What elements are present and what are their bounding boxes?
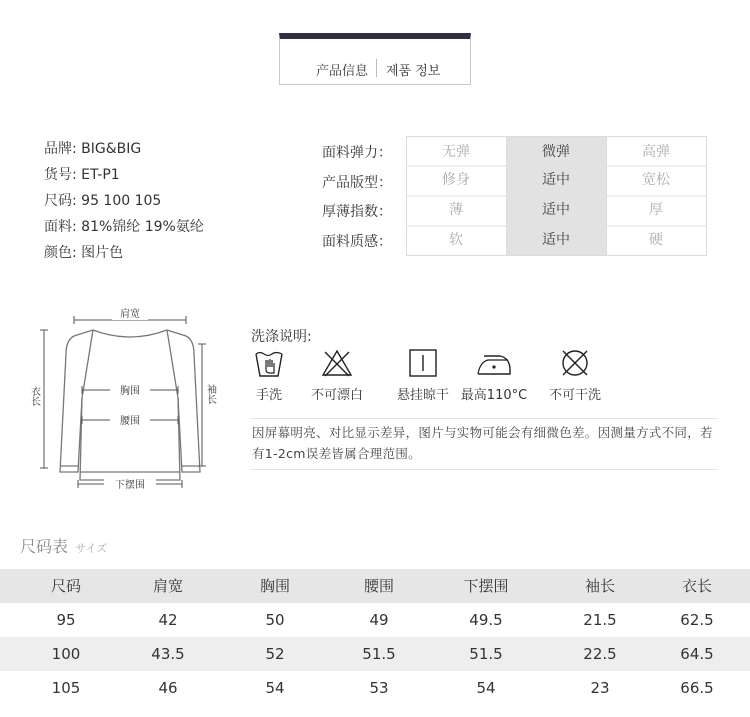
cell-size: 105 [51, 679, 81, 697]
fit-option-loose: 宽松 [642, 172, 670, 188]
wash-label-hand: 手洗 [255, 388, 282, 403]
col-chest: 胸围 [259, 577, 290, 595]
label-sleeve: 袖长 [204, 384, 216, 404]
size-table-subtitle: サイズ [75, 542, 108, 555]
col-hem: 下摆围 [463, 577, 509, 595]
cell-chest: 52 [265, 645, 285, 663]
thickness-option-medium: 适中 [542, 202, 570, 218]
col-shoulder: 肩宽 [152, 577, 183, 595]
thickness-option-thick: 厚 [649, 202, 663, 218]
label-shoulder: 肩宽 [120, 309, 140, 320]
wash-item-hand [249, 348, 289, 403]
header-divider [376, 59, 377, 77]
cell-shoulder: 42 [158, 611, 178, 629]
product-info [44, 136, 204, 266]
cell-waist: 53 [369, 679, 389, 697]
sweater-outline-icon [60, 330, 200, 480]
info-sizes: 尺码: 95 100 105 [44, 193, 162, 209]
property-label-fit: 产品版型： [322, 174, 392, 191]
texture-option-soft: 软 [449, 232, 463, 248]
col-length: 衣长 [681, 577, 712, 595]
cell-waist: 51.5 [362, 645, 396, 663]
wash-label-no-dry-clean: 不可干洗 [548, 388, 601, 403]
no-dry-clean-icon [559, 348, 591, 378]
cell-sleeve: 23 [590, 679, 610, 697]
texture-option-medium: 适中 [542, 232, 570, 248]
texture-option-hard: 硬 [649, 232, 663, 248]
cell-shoulder: 46 [158, 679, 178, 697]
iron-icon [474, 348, 514, 378]
cell-length: 64.5 [680, 645, 714, 663]
size-table [0, 569, 750, 705]
fit-option-regular: 适中 [542, 172, 570, 188]
table-row [0, 671, 750, 705]
cell-chest: 54 [265, 679, 285, 697]
size-table-header [0, 569, 750, 603]
cell-hem: 49.5 [469, 611, 503, 629]
cell-sleeve: 22.5 [583, 645, 617, 663]
label-chest: 胸围 [120, 386, 140, 397]
cell-size: 95 [56, 611, 76, 629]
wash-item-line-dry [393, 348, 453, 403]
size-table-title [20, 534, 107, 557]
washing-title: 洗涤说明: [251, 329, 312, 345]
property-label-thickness: 厚薄指数： [322, 204, 392, 220]
wash-label-iron: 最高110°C [460, 388, 528, 403]
property-grid [406, 136, 707, 256]
col-waist: 腰围 [363, 577, 394, 595]
header-title-cn: 产品信息 [316, 64, 369, 79]
disclaimer-text: 因屏幕明亮、对比显示差异，图片与实物可能会有细微色差。因测量方式不同，若有1-2cm误差皆属合理范围。 [252, 425, 713, 461]
stretch-option-high: 高弹 [642, 144, 670, 160]
cell-waist: 49 [369, 611, 389, 629]
cell-hem: 54 [476, 679, 496, 697]
property-label-texture: 面料质感： [322, 233, 392, 250]
line-dry-icon [408, 348, 438, 378]
info-fabric: 面料: 81%锦纶 19%氨纶 [44, 219, 204, 235]
stretch-option-slight: 微弹 [542, 144, 570, 160]
table-row [0, 637, 750, 671]
garment-measurement-diagram [30, 300, 230, 500]
property-label-stretch: 面料弹力： [322, 145, 392, 161]
cell-size: 100 [51, 645, 81, 663]
header-title-kr: 제품 정보 [386, 64, 441, 79]
info-brand: 品牌: BIG&BIG [44, 141, 142, 157]
cell-shoulder: 43.5 [151, 645, 185, 663]
col-sleeve: 袖长 [584, 577, 615, 595]
section-header [279, 33, 471, 85]
cell-chest: 50 [265, 611, 285, 629]
wash-label-line-dry: 悬挂晾干 [396, 388, 449, 403]
color-disclaimer [250, 418, 718, 470]
cell-length: 66.5 [680, 679, 714, 697]
info-color: 颜色: 图片色 [44, 245, 124, 261]
info-item-number: 货号: ET-P1 [44, 167, 120, 183]
size-table-title-cn: 尺码表 [20, 537, 69, 556]
no-bleach-icon [321, 348, 353, 378]
cell-hem: 51.5 [469, 645, 503, 663]
wash-item-iron [457, 348, 531, 403]
stretch-option-none: 无弹 [442, 144, 470, 160]
hand-wash-icon [254, 348, 284, 378]
wash-item-no-bleach [307, 348, 367, 403]
col-size: 尺码 [50, 577, 81, 595]
cell-sleeve: 21.5 [583, 611, 617, 629]
wash-label-no-bleach: 不可漂白 [310, 388, 363, 403]
table-row [0, 603, 750, 637]
label-length: 衣长 [28, 386, 40, 406]
wash-item-no-dry-clean [544, 348, 606, 403]
thickness-option-thin: 薄 [449, 202, 463, 218]
label-hem: 下摆围 [115, 480, 145, 491]
fit-option-slim: 修身 [442, 172, 470, 188]
cell-length: 62.5 [680, 611, 714, 629]
label-waist: 腰围 [120, 416, 140, 427]
